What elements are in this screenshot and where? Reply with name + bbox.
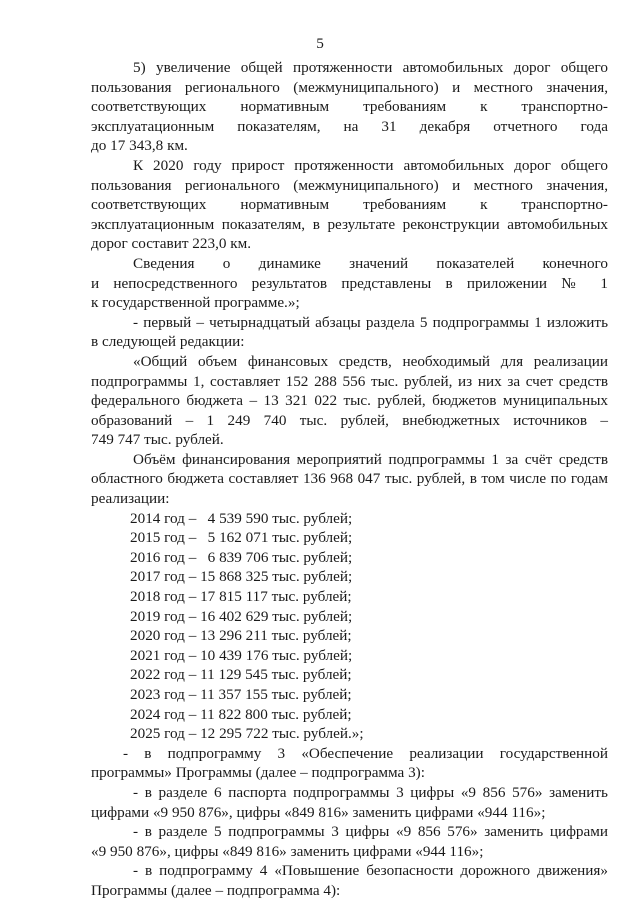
text-line: эксплуатационным показателям, на 31 декабря отчетного года [91,117,608,135]
year-funding-item: 2020 год – 13 296 211 тыс. рублей; [130,627,352,645]
text-line: областного бюджета составляет 136 968 047 тыс. рублей, в том числе по годам [91,470,608,488]
year-funding-item: 2019 год – 16 402 629 тыс. рублей; [130,607,353,625]
paragraph-road-length-indicator [91,58,608,156]
text-line: соответствующих нормативным требованиям к транспортно- [91,98,608,116]
text-line: 5) увеличение общей протяженности автомобильных дорог общего [133,59,608,76]
text-line: дорог составит 223,0 км. [91,235,252,253]
text-line: «9 950 876», цифры «849 816» заменить цифрами «944 116»; [91,842,484,860]
text-line: Сведения о динамике значений показателей конечного [133,254,608,272]
page-number: 5 [316,35,324,52]
paragraph-regional-budget [91,450,608,509]
paragraph-subprogram3 [91,744,608,783]
text-line: федерального бюджета – 13 321 022 тыс. рублей, бюджетов муниципальных [91,392,608,410]
paragraph-indicator-dynamics [91,254,608,313]
paragraph-total-funding [91,352,608,450]
year-funding-item: 2024 год – 11 822 800 тыс. рублей; [130,705,352,723]
text-line: реализации: [91,490,170,508]
year-funding-item: 2025 год – 12 295 722 тыс. рублей.»; [130,725,364,743]
text-line: - в подпрограмму 4 «Повышение безопасности дорожного движения» [133,862,608,880]
text-line: «Общий объем финансовых средств, необходимый для реализации [133,352,608,370]
text-line: и непосредственного результатов представлены в приложении № 1 [91,274,608,292]
paragraph-subprogram4 [91,861,608,900]
document-body [91,58,608,901]
year-funding-item: 2022 год – 11 129 545 тыс. рублей; [130,666,352,684]
year-funding-item: 2015 год – 5 162 071 тыс. рублей; [130,529,353,547]
text-line: - в разделе 5 подпрограммы 3 цифры «9 856 576» заменить цифрами [133,823,608,841]
year-funding-item: 2018 год – 17 815 117 тыс. рублей; [130,588,352,606]
paragraph-passport-section6 [91,783,608,822]
text-line: цифрами «9 950 876», цифры «849 816» заменить цифрами «944 116»; [91,803,546,821]
funding-by-year-list [91,509,608,744]
paragraph-section5-subprogram3 [91,822,608,861]
text-line: подпрограммы 1, составляет 152 288 556 тыс. рублей, из них за счет средств [91,372,608,390]
text-line: до 17 343,8 км. [91,137,188,155]
year-funding-item: 2021 год – 10 439 176 тыс. рублей; [130,646,353,664]
text-line: - первый – четырнадцатый абзацы раздела 5 подпрограммы 1 изложить [133,313,608,331]
text-line: программы» Программы (далее – подпрограмма 3): [91,764,425,782]
text-line: Объём финансирования мероприятий подпрограммы 1 за счёт средств [133,450,608,468]
text-line: в следующей редакции: [91,333,245,351]
text-line: к государственной программе.»; [91,294,300,312]
paragraph-section5-amendment [91,313,608,352]
text-line: - в разделе 6 паспорта подпрограммы 3 цифры «9 856 576» заменить [133,783,608,801]
text-line: эксплуатационным показателям, в результате реконструкции автомобильных [91,215,608,233]
year-funding-item: 2014 год – 4 539 590 тыс. рублей; [130,509,353,527]
text-line: - в подпрограмму 3 «Обеспечение реализации государственной [123,744,608,762]
text-line: образований – 1 249 740 тыс. рублей, внебюджетных источников – [91,411,608,429]
year-funding-item: 2023 год – 11 357 155 тыс. рублей; [130,686,352,703]
year-funding-item: 2017 год – 15 868 325 тыс. рублей; [130,568,353,586]
text-line: 749 747 тыс. рублей. [91,431,224,449]
text-line: соответствующих нормативным требованиям к транспортно- [91,196,608,214]
text-line: пользования регионального (межмуниципального) и местного значения, [91,78,608,96]
text-line: пользования регионального (межмуниципального) и местного значения, [91,176,608,194]
year-funding-item: 2016 год – 6 839 706 тыс. рублей; [130,548,353,566]
text-line: Программы (далее – подпрограмма 4): [91,881,341,899]
paragraph-2020-growth [91,156,608,254]
text-line: К 2020 году прирост протяженности автомобильных дорог общего [133,156,608,174]
